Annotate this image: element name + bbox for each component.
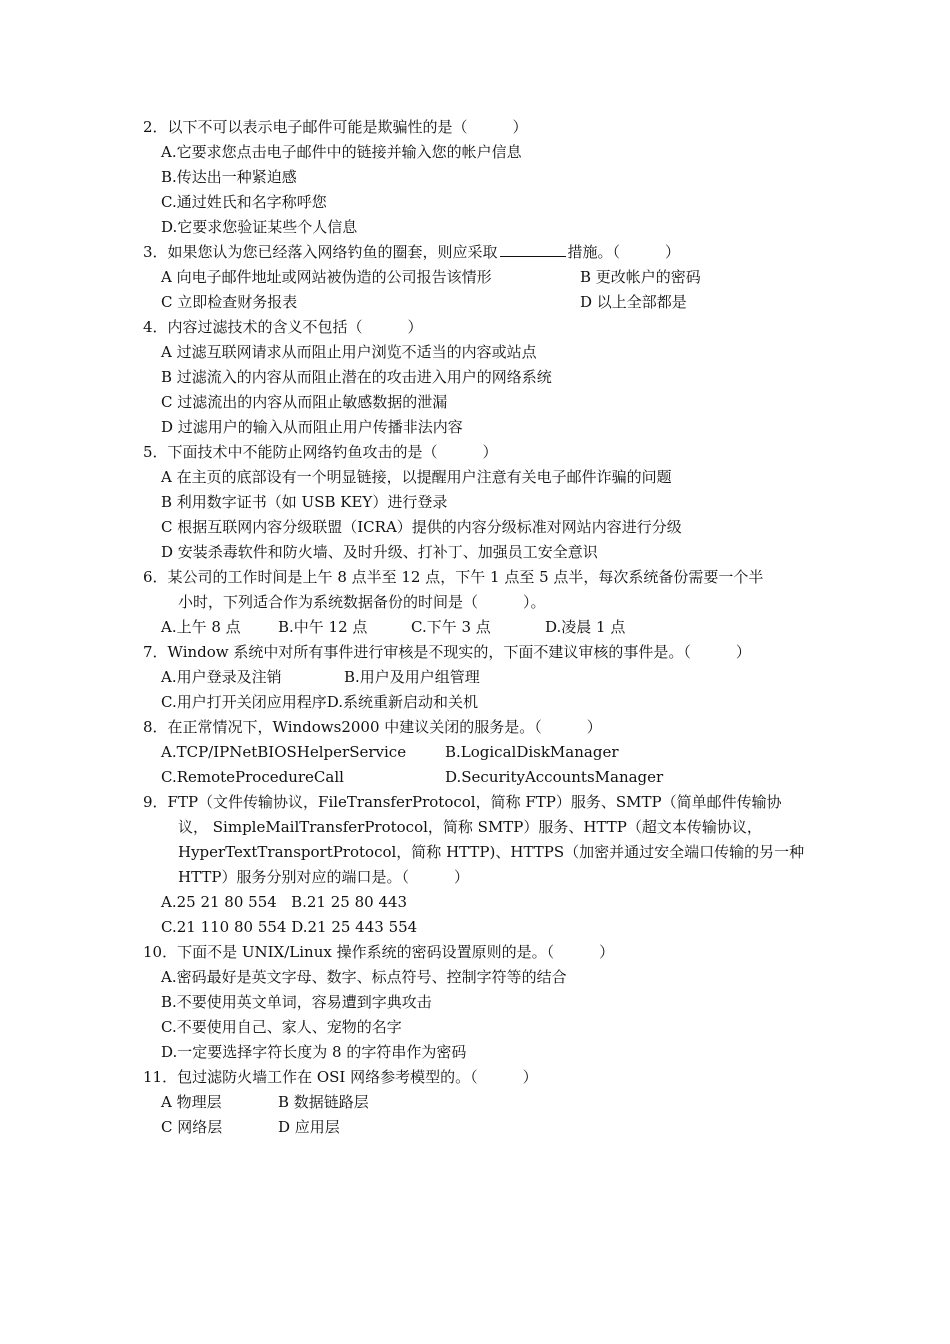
question-2-option-c: C.通过姓氏和名字称呼您 — [161, 193, 327, 211]
question-4-option-a: A 过滤互联网请求从而阻止用户浏览不适当的内容或站点 — [161, 343, 537, 361]
question-9-stem: 9．FTP（文件传输协议，FileTransferProtocol，简称 FTP）服务、SMTP（简单邮件传输协 — [143, 793, 782, 811]
question-11-option-a: A 物理层 — [161, 1093, 222, 1111]
question-3-option-d: D 以上全部都是 — [580, 293, 687, 311]
answer-blank — [500, 241, 566, 257]
question-9-options-cd: C.21 110 80 554 D.21 25 443 554 — [161, 918, 418, 936]
question-11-stem: 11．包过滤防火墙工作在 OSI 网络参考模型的。（ ） — [143, 1068, 538, 1086]
question-9-stem-cont-2: HyperTextTransportProtocol，简称 HTTP)、HTTPS（加密并通过安全端口传输的另一种 — [178, 843, 805, 861]
question-3-stem-before: 3．如果您认为您已经落入网络钓鱼的圈套，则应采取 — [143, 243, 498, 261]
question-10-stem: 10．下面不是 UNIX/Linux 操作系统的密码设置原则的是。（ ） — [143, 943, 615, 961]
question-2-option-d: D.它要求您验证某些个人信息 — [161, 218, 358, 236]
question-9-stem-cont-3: HTTP）服务分别对应的端口是。（ ） — [178, 868, 469, 886]
question-6-option-c: C.下午 3 点 — [411, 618, 491, 636]
question-8-option-c: C.RemoteProcedureCall — [161, 768, 344, 786]
question-7-option-c-text: C.用户打开关闭应用程序 — [161, 693, 327, 711]
question-11-option-d: D 应用层 — [278, 1118, 340, 1136]
question-11-option-b: B 数据链路层 — [278, 1093, 369, 1111]
question-2-option-a: A.它要求您点击电子邮件中的链接并输入您的帐户信息 — [161, 143, 522, 161]
question-3-option-c: C 立即检查财务报表 — [161, 293, 298, 311]
question-8-option-a: A.TCP/IPNetBIOSHelperService — [161, 743, 407, 761]
question-3-option-a: A 向电子邮件地址或网站被伪造的公司报告该情形 — [161, 268, 492, 286]
question-6-option-d: D.凌晨 1 点 — [545, 618, 626, 636]
question-2-stem: 2．以下不可以表示电子邮件可能是欺骗性的是（ ） — [143, 118, 528, 136]
question-8-stem: 8．在正常情况下，Windows2000 中建议关闭的服务是。（ ） — [143, 718, 602, 736]
question-6-option-a: A.上午 8 点 — [161, 618, 241, 636]
question-9-stem-cont-1: 议， SimpleMailTransferProtocol，简称 SMTP）服务、HTTP（超文本传输协议， — [178, 818, 762, 836]
question-4-option-c: C 过滤流出的内容从而阻止敏感数据的泄漏 — [161, 393, 448, 411]
question-10-option-a: A.密码最好是英文字母、数字、标点符号、控制字符等的结合 — [161, 968, 567, 986]
question-3-stem — [143, 240, 680, 265]
question-10-option-b: B.不要使用英文单词，容易遭到字典攻击 — [161, 993, 432, 1011]
question-7-option-a: A.用户登录及注销 — [161, 668, 282, 686]
question-5-option-a: A 在主页的底部设有一个明显链接，以提醒用户注意有关电子邮件诈骗的问题 — [161, 468, 672, 486]
question-7-option-c — [161, 690, 478, 715]
question-3-stem-after: 措施。（ ） — [567, 243, 681, 261]
question-5-stem: 5．下面技术中不能防止网络钓鱼攻击的是（ ） — [143, 443, 498, 461]
question-6-option-b: B.中午 12 点 — [278, 618, 368, 636]
question-5-option-c: C 根据互联网内容分级联盟（ICRA）提供的内容分级标准对网站内容进行分级 — [161, 518, 682, 536]
question-5-option-b: B 利用数字证书（如 USB KEY）进行登录 — [161, 493, 448, 511]
question-3-option-b: B 更改帐户的密码 — [580, 268, 701, 286]
question-5-option-d: D 安装杀毒软件和防火墙、及时升级、打补丁、加强员工安全意识 — [161, 543, 598, 561]
question-6-stem-cont: 小时，下列适合作为系统数据备份的时间是（ ）。 — [178, 593, 546, 611]
question-7-stem: 7．Window 系统中对所有事件进行审核是不现实的，下面不建议审核的事件是。（ ） — [143, 643, 751, 661]
question-4-stem: 4．内容过滤技术的含义不包括（ ） — [143, 318, 423, 336]
question-2-option-b: B.传达出一种紧迫感 — [161, 168, 297, 186]
question-4-option-b: B 过滤流入的内容从而阻止潜在的攻击进入用户的网络系统 — [161, 368, 552, 386]
question-6-stem: 6．某公司的工作时间是上午 8 点半至 12 点，下午 1 点至 5 点半，每次系统备份需要一个半 — [143, 568, 764, 586]
question-10-option-d: D.一定要选择字符长度为 8 的字符串作为密码 — [161, 1043, 467, 1061]
question-9-options-ab: A.25 21 80 554 B.21 25 80 443 — [161, 893, 408, 911]
question-4-option-d: D 过滤用户的输入从而阻止用户传播非法内容 — [161, 418, 463, 436]
question-7-option-d: D.系统重新启动和关机 — [326, 693, 478, 711]
question-8-option-d: D.SecurityAccountsManager — [445, 768, 664, 786]
question-10-option-c: C.不要使用自己、家人、宠物的名字 — [161, 1018, 402, 1036]
question-8-option-b: B.LogicalDiskManager — [445, 743, 619, 761]
question-11-option-c: C 网络层 — [161, 1118, 223, 1136]
question-7-option-b: B.用户及用户组管理 — [344, 668, 480, 686]
